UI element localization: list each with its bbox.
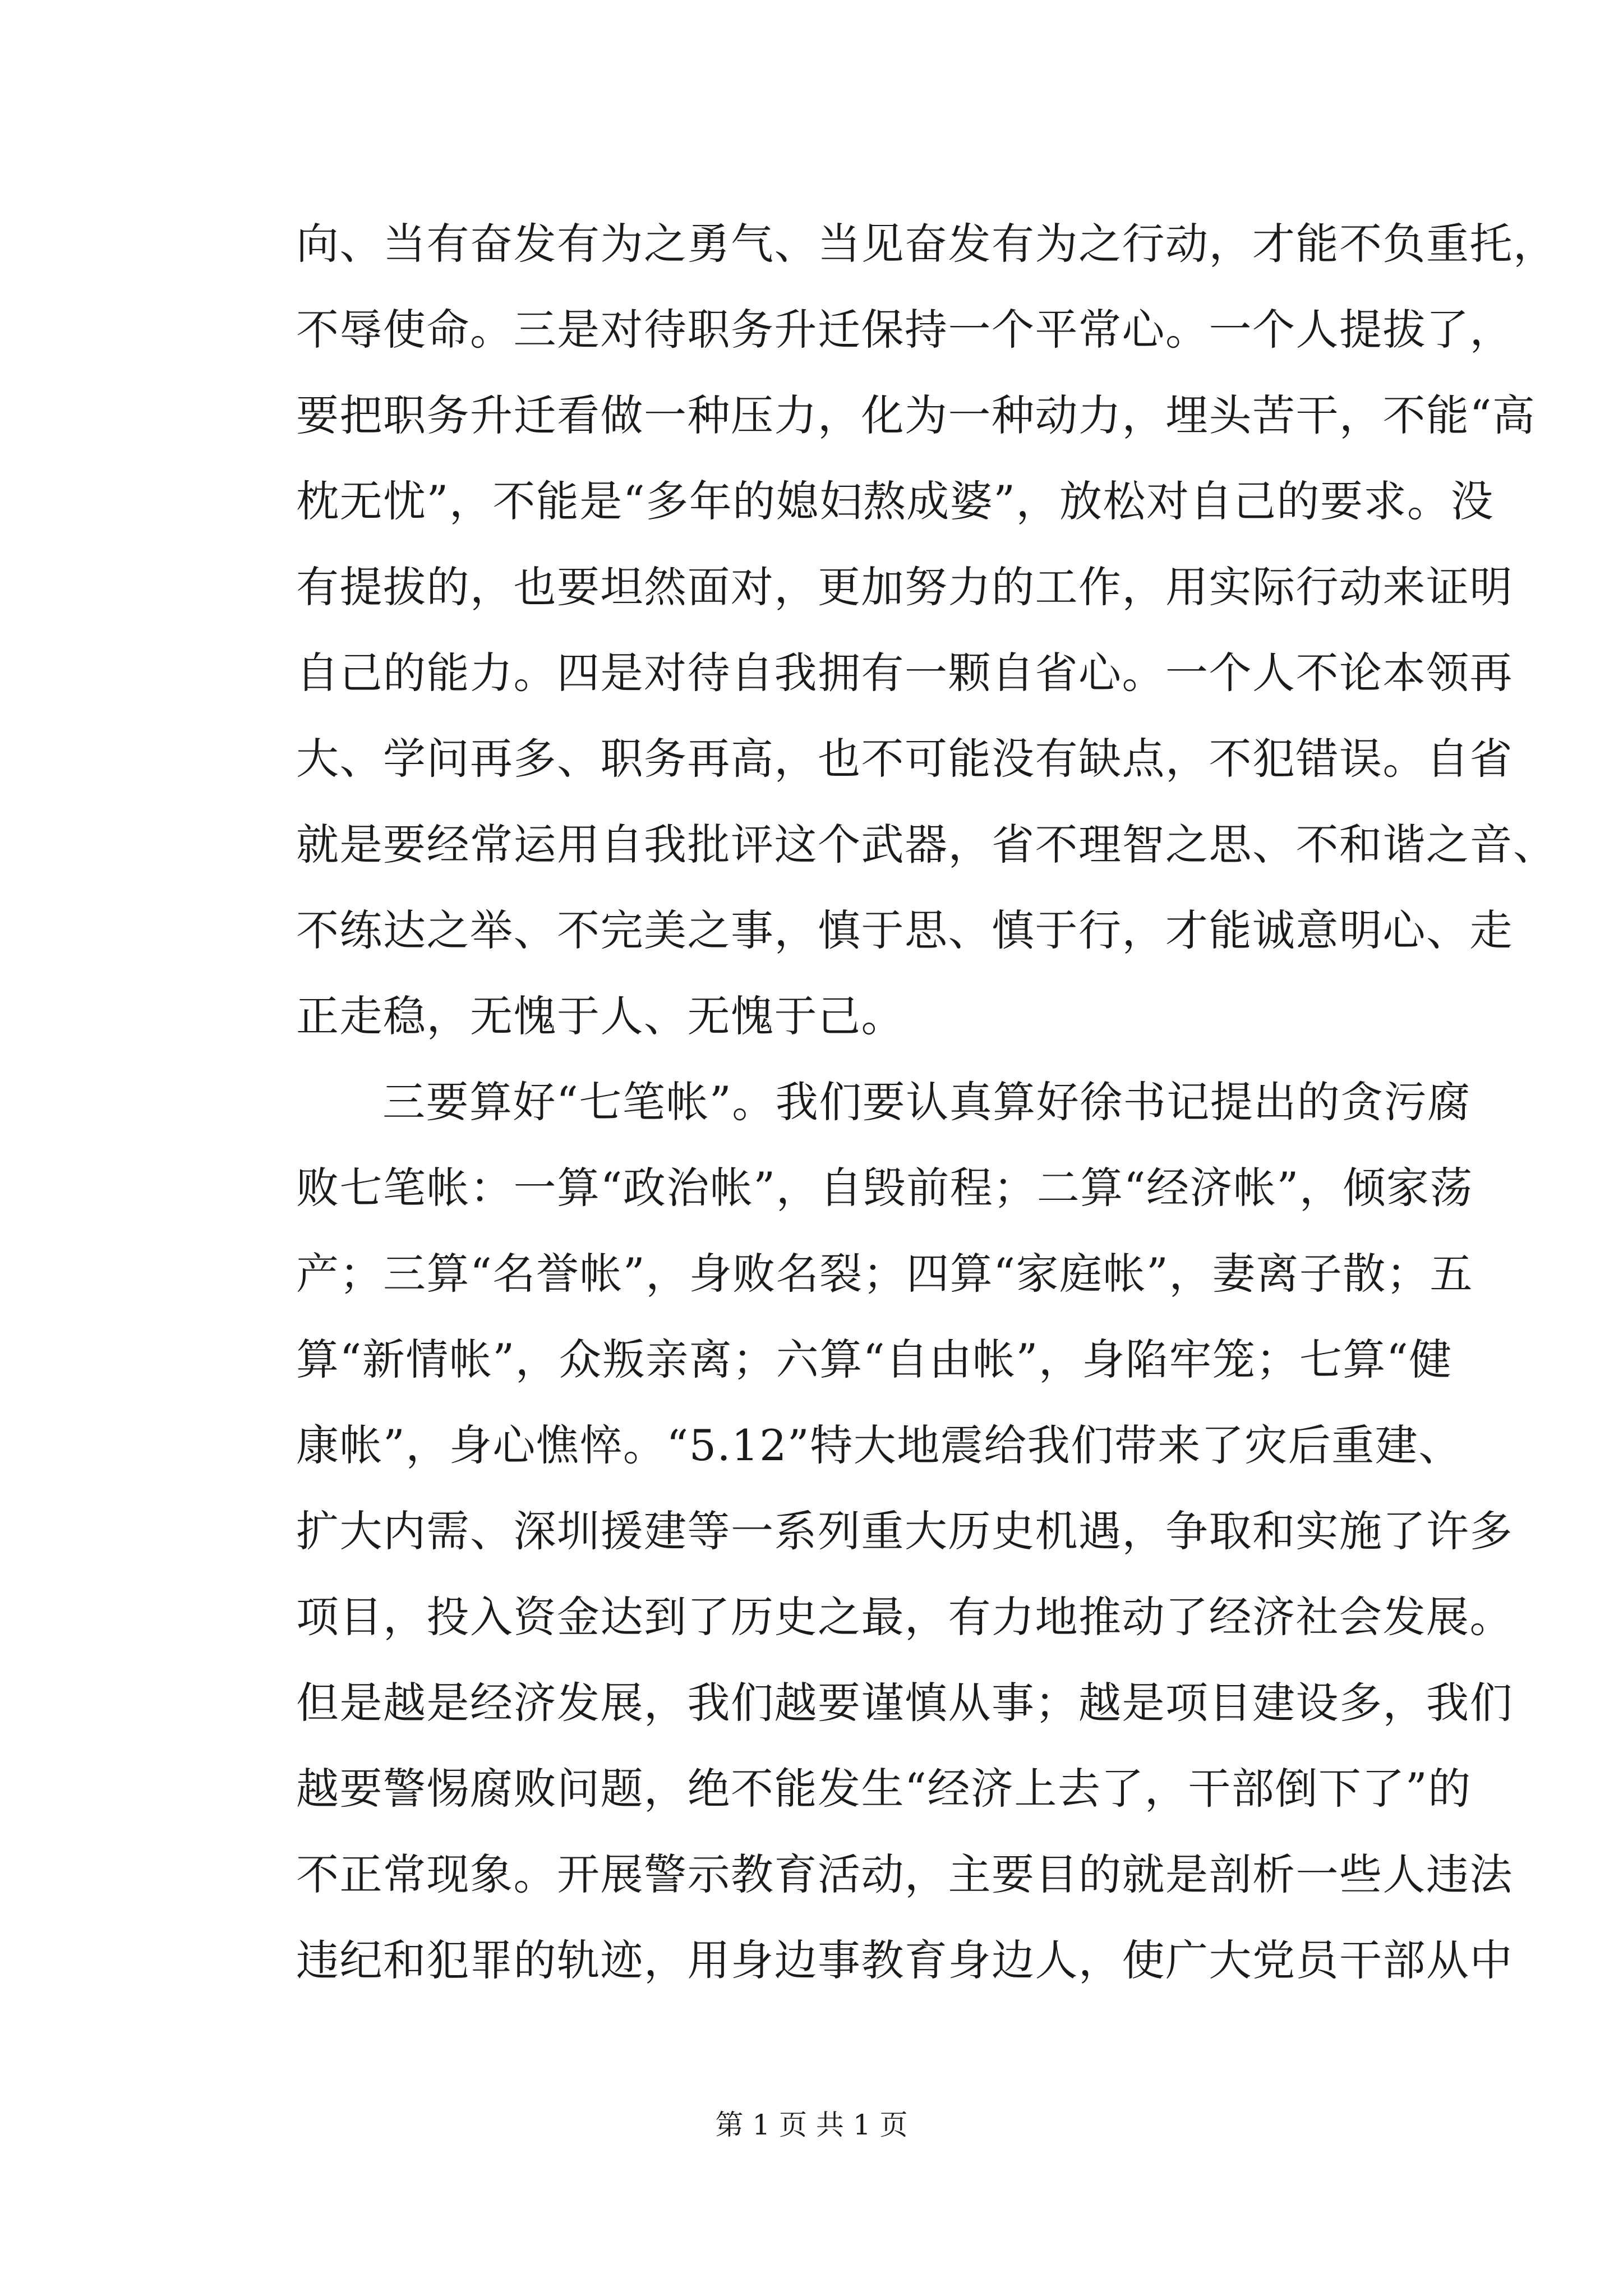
text-line: 向、当有奋发有为之勇气、当见奋发有为之行动，才能不负重托，	[296, 219, 1557, 269]
text-line: 违纪和犯罪的轨迹，用身边事教育身边人，使广大党员干部从中	[296, 1935, 1513, 1985]
text-line: 大、学问再多、职务再高，也不可能没有缺点，不犯错误。自省	[296, 734, 1513, 784]
text-line: 就是要经常运用自我批评这个武器，省不理智之思、不和谐之音、	[296, 820, 1557, 869]
text-line: 不正常现象。开展警示教育活动，主要目的就是剖析一些人违法	[296, 1849, 1513, 1899]
page-number: 第 1 页 共 1 页	[715, 2109, 908, 2141]
text-line: 自己的能力。四是对待自我拥有一颗自省心。一个人不论本领再	[296, 648, 1513, 698]
text-line: 项目，投入资金达到了历史之最，有力地推动了经济社会发展。	[296, 1592, 1513, 1642]
paragraph-start-line: 三要算好“七笔帐”。我们要认真算好徐书记提出的贪污腐	[382, 1077, 1471, 1127]
text-line: 但是越是经济发展，我们越要谨慎从事；越是项目建设多，我们	[296, 1678, 1513, 1728]
page-footer	[0, 2108, 1623, 2142]
text-line: 不辱使命。三是对待职务升迁保持一个平常心。一个人提拔了，	[296, 305, 1513, 355]
text-line: 要把职务升迁看做一种压力，化为一种动力，埋头苦干，不能“高	[296, 390, 1536, 440]
text-line: 越要警惕腐败问题，绝不能发生“经济上去了，干部倒下了”的	[296, 1764, 1472, 1814]
text-line: 有提拔的，也要坦然面对，更加努力的工作，用实际行动来证明	[296, 562, 1513, 612]
document-body	[296, 201, 1557, 2003]
text-line: 康帐”，身心憔悴。“5.12”特大地震给我们带来了灾后重建、	[296, 1420, 1462, 1470]
text-line: 不练达之举、不完美之事，慎于思、慎于行，才能诚意明心、走	[296, 905, 1513, 955]
text-line: 算“新情帐”，众叛亲离；六算“自由帐”，身陷牢笼；七算“健	[296, 1335, 1453, 1384]
text-line: 扩大内需、深圳援建等一系列重大历史机遇，争取和实施了许多	[296, 1506, 1513, 1556]
text-line: 产；三算“名誉帐”，身败名裂；四算“家庭帐”，妻离子散；五	[296, 1249, 1473, 1299]
text-line: 败七笔帐：一算“政治帐”，自毁前程；二算“经济帐”，倾家荡	[296, 1163, 1473, 1213]
text-line: 枕无忧”，不能是“多年的媳妇熬成婆”，放松对自己的要求。没	[296, 476, 1495, 526]
text-line: 正走稳，无愧于人、无愧于己。	[296, 991, 905, 1041]
